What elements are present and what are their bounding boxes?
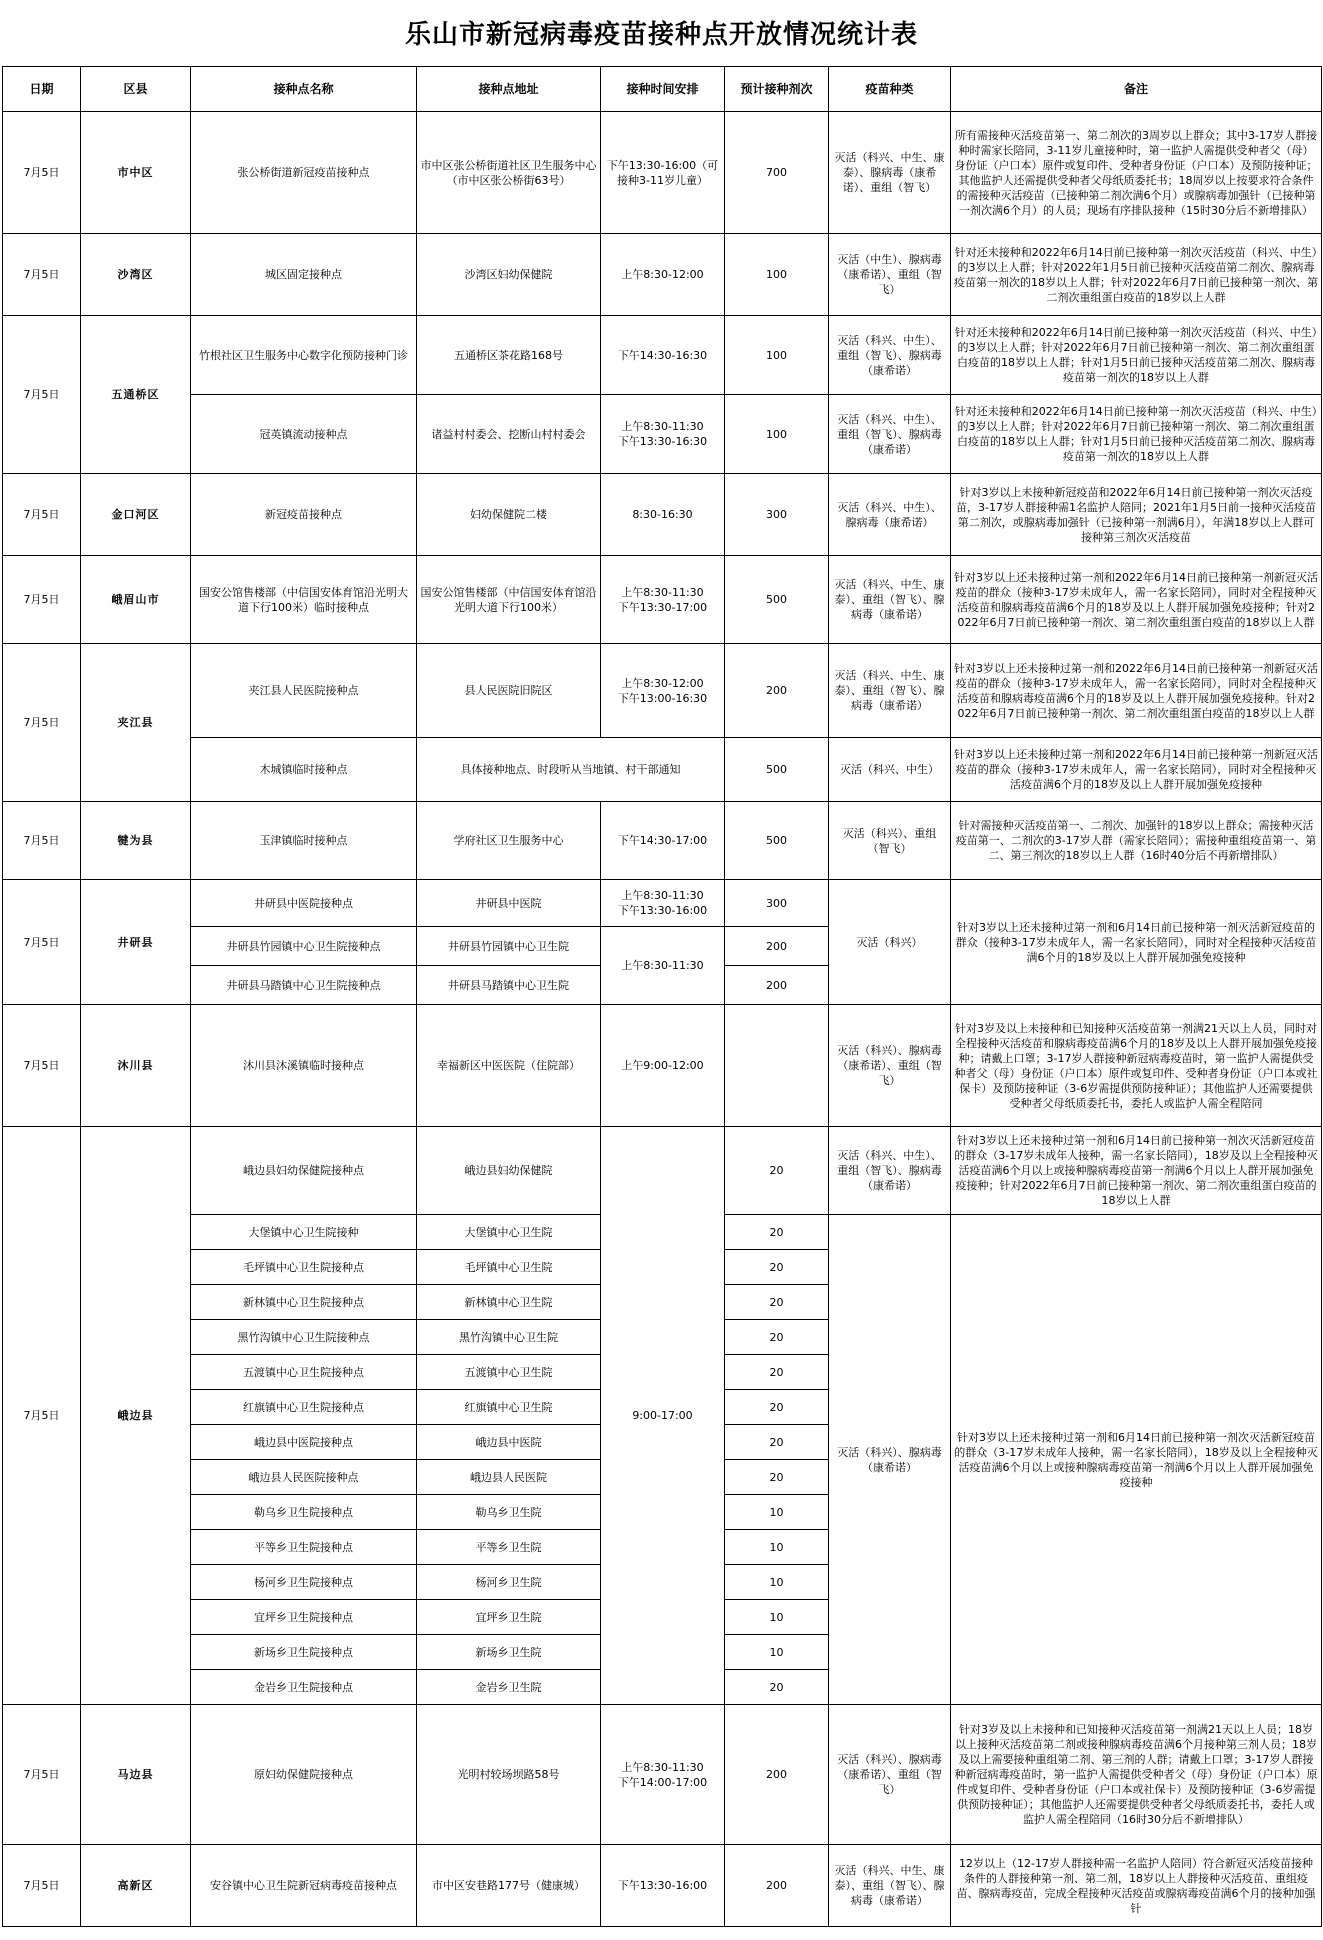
site-cell: 木城镇临时接种点 bbox=[191, 738, 417, 802]
address-cell: 县人民医院旧院区 bbox=[417, 644, 601, 738]
address-cell: 黑竹沟镇中心卫生院 bbox=[417, 1320, 601, 1355]
address-cell: 新场乡卫生院 bbox=[417, 1635, 601, 1670]
note-cell: 针对3岁以上还未接种过第一剂和2022年6月14日前已接种第一剂新冠灭活疫苗的群众（接种3-17岁未成年人，需一名家长陪同），同时对全程接种灭活疫苗和腺病毒疫苗满6个月的18岁及以上人群开展加强免疫接种。针对2022年6月7日前已接种第一剂次、第二剂次重组蛋白疫苗的18岁以上人群 bbox=[951, 644, 1322, 738]
county-cell: 峨边县 bbox=[81, 1127, 191, 1705]
vaccine-type-cell: 灭活（科兴、中生）、重组（智飞）、腺病毒（康希诺） bbox=[829, 1127, 951, 1215]
date-cell: 7月5日 bbox=[3, 1845, 81, 1927]
header-county: 区县 bbox=[81, 67, 191, 112]
address-cell: 峨边县中医院 bbox=[417, 1425, 601, 1460]
address-cell: 大堡镇中心卫生院 bbox=[417, 1215, 601, 1250]
county-cell: 高新区 bbox=[81, 1845, 191, 1927]
table-row bbox=[3, 316, 1322, 395]
site-cell: 井研县马踏镇中心卫生院接种点 bbox=[191, 966, 417, 1005]
doses-cell: 100 bbox=[725, 316, 829, 395]
page-title: 乐山市新冠病毒疫苗接种点开放情况统计表 bbox=[404, 20, 918, 50]
date-cell: 7月5日 bbox=[3, 1005, 81, 1127]
header-note: 备注 bbox=[951, 67, 1322, 112]
site-cell: 黑竹沟镇中心卫生院接种点 bbox=[191, 1320, 417, 1355]
county-cell: 沐川县 bbox=[81, 1005, 191, 1127]
vaccination-site-table bbox=[2, 66, 1322, 1927]
date-cell: 7月5日 bbox=[3, 644, 81, 802]
county-cell: 井研县 bbox=[81, 880, 191, 1005]
site-cell: 沐川县沐溪镇临时接种点 bbox=[191, 1005, 417, 1127]
site-cell: 原妇幼保健院接种点 bbox=[191, 1705, 417, 1845]
header-address: 接种点地址 bbox=[417, 67, 601, 112]
address-cell: 平等乡卫生院 bbox=[417, 1530, 601, 1565]
date-cell: 7月5日 bbox=[3, 880, 81, 1005]
table-row bbox=[3, 395, 1322, 474]
doses-cell: 20 bbox=[725, 1425, 829, 1460]
vaccine-type-cell: 灭活（中生）、腺病毒（康希诺）、重组（智飞） bbox=[829, 234, 951, 316]
header-vaccine-type: 疫苗种类 bbox=[829, 67, 951, 112]
doses-cell: 20 bbox=[725, 1460, 829, 1495]
note-cell: 针对3岁以上还未接种过第一剂和6月14日前已接种第一剂灭活新冠疫苗的群众（接种3-17岁未成年人，需一名家长陪同），同时对全程接种灭活疫苗满6个月的18岁及以上人群开展加强免疫接种 bbox=[951, 880, 1322, 1005]
address-cell: 诸益村村委会、挖断山村村委会 bbox=[417, 395, 601, 474]
address-cell: 学府社区卫生服务中心 bbox=[417, 802, 601, 880]
site-cell: 冠英镇流动接种点 bbox=[191, 395, 417, 474]
address-cell: 井研县马踏镇中心卫生院 bbox=[417, 966, 601, 1005]
address-cell: 杨河乡卫生院 bbox=[417, 1565, 601, 1600]
note-cell: 针对3岁以上还未接种过第一剂和6月14日前已接种第一剂次灭活新冠疫苗的群众（3-17岁未成年人接种，需一名家长陪同），18岁及以上全程接种灭活疫苗满6个月以上或接种腺病毒疫苗第一剂满6个月以上人群开展加强免疫接种 bbox=[951, 1215, 1322, 1705]
site-cell: 金岩乡卫生院接种点 bbox=[191, 1670, 417, 1705]
county-cell: 五通桥区 bbox=[81, 316, 191, 474]
county-cell: 市中区 bbox=[81, 112, 191, 234]
site-cell: 井研县竹园镇中心卫生院接种点 bbox=[191, 927, 417, 966]
vaccine-type-cell: 灭活（科兴、中生） bbox=[829, 738, 951, 802]
site-cell: 夹江县人民医院接种点 bbox=[191, 644, 417, 738]
table-row bbox=[3, 112, 1322, 234]
address-cell: 井研县中医院 bbox=[417, 880, 601, 927]
vaccine-type-cell: 灭活（科兴、中生、康泰）、腺病毒（康希诺）、重组（智飞） bbox=[829, 112, 951, 234]
table-row bbox=[3, 1005, 1322, 1127]
header-time: 接种时间安排 bbox=[601, 67, 725, 112]
date-cell: 7月5日 bbox=[3, 234, 81, 316]
date-cell: 7月5日 bbox=[3, 1127, 81, 1705]
vaccine-type-cell: 灭活（科兴、中生）、腺病毒（康希诺） bbox=[829, 474, 951, 556]
address-cell: 宜坪乡卫生院 bbox=[417, 1600, 601, 1635]
doses-cell: 20 bbox=[725, 1670, 829, 1705]
doses-cell: 10 bbox=[725, 1635, 829, 1670]
address-cell: 市中区张公桥街道社区卫生服务中心（市中区张公桥街63号） bbox=[417, 112, 601, 234]
header-site: 接种点名称 bbox=[191, 67, 417, 112]
note-cell: 针对需接种灭活疫苗第一、二剂次、加强针的18岁以上群众；需接种灭活疫苗第一、二剂次的3-17岁人群（需家长陪同）；需接种重组疫苗第一、第二、第三剂次的18岁以上人群（16时40分后不再新增排队） bbox=[951, 802, 1322, 880]
county-cell: 金口河区 bbox=[81, 474, 191, 556]
site-cell: 峨边县人民医院接种点 bbox=[191, 1460, 417, 1495]
note-cell: 针对3岁及以上未接种和已知接种灭活疫苗第一剂满21天以上人员；18岁以上接种灭活疫苗第二剂或接种腺病毒疫苗满6个月接种第三剂人员；18岁及以上需要接种重组第二剂、第三剂的人群；请戴上口罩；3-17岁人群接种新冠病毒疫苗时，第一监护人需提供受种者父（母）身份证（户口本）原件或复印件、受种者身份证（户口本或社保卡）及预防接种证（3-6岁需提供预防接种证）；其他监护人还需要提供受种者父母纸质委托书，委托人或监护人需全程陪同（16时30分后不新增排队） bbox=[951, 1705, 1322, 1845]
address-cell: 具体接种地点、时段听从当地镇、村干部通知 bbox=[417, 738, 725, 802]
header-date: 日期 bbox=[3, 67, 81, 112]
county-cell: 犍为县 bbox=[81, 802, 191, 880]
site-cell: 峨边县妇幼保健院接种点 bbox=[191, 1127, 417, 1215]
site-cell: 新场乡卫生院接种点 bbox=[191, 1635, 417, 1670]
doses-cell: 10 bbox=[725, 1600, 829, 1635]
address-cell: 幸福新区中医医院（住院部） bbox=[417, 1005, 601, 1127]
time-cell: 下午13:30-16:00 bbox=[601, 1845, 725, 1927]
table-row bbox=[3, 644, 1322, 738]
time-cell: 上午8:30-11:30 下午13:30-16:00 bbox=[601, 880, 725, 927]
address-cell: 市中区安巷路177号（健康城） bbox=[417, 1845, 601, 1927]
note-cell: 12岁以上（12-17岁人群接种需一名监护人陪同）符合新冠灭活疫苗接种条件的人群接种第一剂、第二剂，18岁以上人群接种灭活疫苗、重组疫苗、腺病毒疫苗，完成全程接种灭活疫苗或腺病毒疫苗满6个月的接种加强针 bbox=[951, 1845, 1322, 1927]
table-row bbox=[3, 556, 1322, 644]
address-cell: 妇幼保健院二楼 bbox=[417, 474, 601, 556]
date-cell: 7月5日 bbox=[3, 1705, 81, 1845]
address-cell: 国安公馆售楼部（中信国安体育馆沿光明大道下行100米） bbox=[417, 556, 601, 644]
vaccine-type-cell: 灭活（科兴）、腺病毒（康希诺）、重组（智飞） bbox=[829, 1005, 951, 1127]
time-cell: 上午8:30-12:00 bbox=[601, 234, 725, 316]
doses-cell: 200 bbox=[725, 966, 829, 1005]
doses-cell: 200 bbox=[725, 644, 829, 738]
doses-cell: 100 bbox=[725, 395, 829, 474]
site-cell: 五渡镇中心卫生院接种点 bbox=[191, 1355, 417, 1390]
time-cell: 下午14:30-16:30 bbox=[601, 316, 725, 395]
note-cell: 针对还未接种和2022年6月14日前已接种第一剂次灭活疫苗（科兴、中生）的3岁以上人群；针对2022年6月7日前已接种第一剂次、第二剂次重组蛋白疫苗的18岁以上人群；针对1月5日前已接种灭活疫苗第二剂次、腺病毒疫苗第一剂次的18岁以上人群 bbox=[951, 316, 1322, 395]
site-cell: 毛坪镇中心卫生院接种点 bbox=[191, 1250, 417, 1285]
site-cell: 杨河乡卫生院接种点 bbox=[191, 1565, 417, 1600]
vaccine-type-cell: 灭活（科兴、中生）、重组（智飞）、腺病毒（康希诺） bbox=[829, 316, 951, 395]
time-cell: 上午8:30-12:00 下午13:00-16:30 bbox=[601, 644, 725, 738]
address-cell: 勒乌乡卫生院 bbox=[417, 1495, 601, 1530]
doses-cell: 10 bbox=[725, 1530, 829, 1565]
note-cell: 针对还未接种和2022年6月14日前已接种第一剂次灭活疫苗（科兴、中生）的3岁以上人群；针对2022年1月5日前已接种灭活疫苗第二剂次、腺病毒疫苗第一剂次的18岁以上人群；针对2022年6月7日前已接种第一剂次、第二剂次重组蛋白疫苗的18岁以上人群 bbox=[951, 234, 1322, 316]
time-cell: 上午8:30-11:30 下午13:30-16:30 bbox=[601, 395, 725, 474]
address-cell: 沙湾区妇幼保健院 bbox=[417, 234, 601, 316]
vaccine-type-cell: 灭活（科兴）、腺病毒（康希诺） bbox=[829, 1215, 951, 1705]
note-cell: 针对3岁以上还未接种过第一剂和2022年6月14日前已接种第一剂新冠灭活疫苗的群众（接种3-17岁未成年人，需一名家长陪同），同时对全程接种灭活疫苗和腺病毒疫苗满6个月的18岁及以上人群开展加强免疫接种；针对2022年6月7日前已接种第一剂次、第二剂次重组蛋白疫苗的18岁以上人群 bbox=[951, 556, 1322, 644]
doses-cell: 200 bbox=[725, 1845, 829, 1927]
site-cell: 玉津镇临时接种点 bbox=[191, 802, 417, 880]
site-cell: 城区固定接种点 bbox=[191, 234, 417, 316]
address-cell: 峨边县妇幼保健院 bbox=[417, 1127, 601, 1215]
header-row bbox=[3, 67, 1322, 112]
time-cell: 8:30-16:30 bbox=[601, 474, 725, 556]
time-cell: 上午8:30-11:30 下午13:30-17:00 bbox=[601, 556, 725, 644]
table-row bbox=[3, 802, 1322, 880]
table-row bbox=[3, 1845, 1322, 1927]
note-cell: 针对3岁及以上未接种和已知接种灭活疫苗第一剂满21天以上人员，同时对全程接种灭活疫苗和腺病毒疫苗满6个月的18岁及以上人群开展加强免疫接种；请戴上口罩；3-17岁人群接种新冠病毒疫苗时，第一监护人需提供受种者父（母）身份证（户口本）原件或复印件、受种者身份证（户口本或社保卡）及预防接种证（3-6岁需提供预防接种证）；其他监护人还需要提供受种者父母纸质委托书，委托人或监护人需全程陪同 bbox=[951, 1005, 1322, 1127]
doses-cell: 500 bbox=[725, 556, 829, 644]
address-cell: 井研县竹园镇中心卫生院 bbox=[417, 927, 601, 966]
doses-cell: 700 bbox=[725, 112, 829, 234]
date-cell: 7月5日 bbox=[3, 802, 81, 880]
table-row bbox=[3, 880, 1322, 927]
address-cell: 峨边县人民医院 bbox=[417, 1460, 601, 1495]
date-cell: 7月5日 bbox=[3, 474, 81, 556]
note-cell: 所有需接种灭活疫苗第一、第二剂次的3周岁以上群众；其中3-17岁人群接种时需家长陪同，3-11岁儿童接种时，第一监护人需提供受种者父（母）身份证（户口本）原件或复印件、受种者身份证（户口本）及预防接种证；其他监护人还需提供受种者父母纸质委托书；18周岁以上按要求符合条件的需接种灭活疫苗（已接种第二剂次满6个月）或腺病毒加强针（已接种第一剂次满6个月）的人员；现场有序排队接种（15时30分后不新增排队） bbox=[951, 112, 1322, 234]
site-cell: 国安公馆售楼部（中信国安体育馆沿光明大道下行100米）临时接种点 bbox=[191, 556, 417, 644]
time-cell: 上午9:00-12:00 bbox=[601, 1005, 725, 1127]
site-cell: 勒乌乡卫生院接种点 bbox=[191, 1495, 417, 1530]
time-cell: 上午8:30-11:30 下午14:00-17:00 bbox=[601, 1705, 725, 1845]
county-cell: 峨眉山市 bbox=[81, 556, 191, 644]
address-cell: 金岩乡卫生院 bbox=[417, 1670, 601, 1705]
site-cell: 宜坪乡卫生院接种点 bbox=[191, 1600, 417, 1635]
site-cell: 新冠疫苗接种点 bbox=[191, 474, 417, 556]
note-cell: 针对3岁以上还未接种过第一剂和6月14日前已接种第一剂次灭活新冠疫苗的群众（3-17岁未成年人接种，需一名家长陪同），18岁及以上全程接种灭活疫苗满6个月以上或接种腺病毒疫苗第一剂满6个月以上人群开展加强免疫接种；针对2022年6月7日前已接种第一剂次、第二剂次重组蛋白疫苗的18岁以上人群 bbox=[951, 1127, 1322, 1215]
doses-cell: 20 bbox=[725, 1320, 829, 1355]
table-row bbox=[3, 1705, 1322, 1845]
time-cell: 上午8:30-11:30 bbox=[601, 927, 725, 1005]
vaccine-type-cell: 灭活（科兴） bbox=[829, 880, 951, 1005]
note-cell: 针对3岁以上还未接种过第一剂和2022年6月14日前已接种第一剂新冠灭活疫苗的群众（接种3-17岁未成年人，需一名家长陪同），同时对全程接种灭活疫苗满6个月的18岁及以上人群开展加强免疫接种 bbox=[951, 738, 1322, 802]
site-cell: 红旗镇中心卫生院接种点 bbox=[191, 1390, 417, 1425]
doses-cell: 20 bbox=[725, 1215, 829, 1250]
address-cell: 红旗镇中心卫生院 bbox=[417, 1390, 601, 1425]
county-cell: 沙湾区 bbox=[81, 234, 191, 316]
vaccine-type-cell: 灭活（科兴、中生）、重组（智飞）、腺病毒（康希诺） bbox=[829, 395, 951, 474]
note-cell: 针对3岁以上未接种新冠疫苗和2022年6月14日前已接种第一剂次灭活疫苗，3-17岁人群接种需1名监护人陪同；2021年1月5日前一接种灭活疫苗第二剂次，或腺病毒加强针（已接种第一剂满6月），年满18岁以上人群可接种第三剂次灭活疫苗 bbox=[951, 474, 1322, 556]
site-cell: 新林镇中心卫生院接种点 bbox=[191, 1285, 417, 1320]
county-cell: 马边县 bbox=[81, 1705, 191, 1845]
vaccine-type-cell: 灭活（科兴、中生、康泰）、重组（智飞）、腺病毒（康希诺） bbox=[829, 1845, 951, 1927]
vaccine-type-cell: 灭活（科兴）、腺病毒（康希诺）、重组（智飞） bbox=[829, 1705, 951, 1845]
doses-cell: 20 bbox=[725, 1127, 829, 1215]
site-cell: 峨边县中医院接种点 bbox=[191, 1425, 417, 1460]
doses-cell bbox=[725, 1005, 829, 1127]
county-cell: 夹江县 bbox=[81, 644, 191, 802]
site-cell: 安谷镇中心卫生院新冠病毒疫苗接种点 bbox=[191, 1845, 417, 1927]
date-cell: 7月5日 bbox=[3, 556, 81, 644]
address-cell: 新林镇中心卫生院 bbox=[417, 1285, 601, 1320]
time-cell: 下午14:30-17:00 bbox=[601, 802, 725, 880]
doses-cell: 200 bbox=[725, 927, 829, 966]
header-doses: 预计接种剂次 bbox=[725, 67, 829, 112]
site-cell: 井研县中医院接种点 bbox=[191, 880, 417, 927]
site-cell: 张公桥街道新冠疫苗接种点 bbox=[191, 112, 417, 234]
site-cell: 平等乡卫生院接种点 bbox=[191, 1530, 417, 1565]
doses-cell: 500 bbox=[725, 738, 829, 802]
doses-cell: 20 bbox=[725, 1355, 829, 1390]
table-row bbox=[3, 738, 1322, 802]
doses-cell: 20 bbox=[725, 1390, 829, 1425]
vaccine-type-cell: 灭活（科兴、中生、康泰）、重组（智飞）、腺病毒（康希诺） bbox=[829, 644, 951, 738]
table-row bbox=[3, 1127, 1322, 1215]
vaccine-type-cell: 灭活（科兴、中生、康泰）、重组（智飞）、腺病毒（康希诺） bbox=[829, 556, 951, 644]
vaccine-type-cell: 灭活（科兴）、重组（智飞） bbox=[829, 802, 951, 880]
table-row bbox=[3, 474, 1322, 556]
address-cell: 光明村较场坝路58号 bbox=[417, 1705, 601, 1845]
doses-cell: 20 bbox=[725, 1285, 829, 1320]
time-cell: 下午13:30-16:00（可接种3-11岁儿童） bbox=[601, 112, 725, 234]
table-row bbox=[3, 234, 1322, 316]
note-cell: 针对还未接种和2022年6月14日前已接种第一剂次灭活疫苗（科兴、中生）的3岁以上人群；针对2022年6月7日前已接种第一剂次、第二剂次重组蛋白疫苗的18岁以上人群；针对1月5日前已接种灭活疫苗第二剂次、腺病毒疫苗第一剂次的18岁以上人群 bbox=[951, 395, 1322, 474]
doses-cell: 200 bbox=[725, 1705, 829, 1845]
date-cell: 7月5日 bbox=[3, 316, 81, 474]
doses-cell: 500 bbox=[725, 802, 829, 880]
doses-cell: 300 bbox=[725, 880, 829, 927]
time-cell: 9:00-17:00 bbox=[601, 1127, 725, 1705]
doses-cell: 20 bbox=[725, 1250, 829, 1285]
doses-cell: 10 bbox=[725, 1565, 829, 1600]
doses-cell: 10 bbox=[725, 1495, 829, 1530]
site-cell: 大堡镇中心卫生院接种 bbox=[191, 1215, 417, 1250]
address-cell: 五通桥区茶花路168号 bbox=[417, 316, 601, 395]
address-cell: 毛坪镇中心卫生院 bbox=[417, 1250, 601, 1285]
site-cell: 竹根社区卫生服务中心数字化预防接种门诊 bbox=[191, 316, 417, 395]
address-cell: 五渡镇中心卫生院 bbox=[417, 1355, 601, 1390]
date-cell: 7月5日 bbox=[3, 112, 81, 234]
doses-cell: 300 bbox=[725, 474, 829, 556]
doses-cell: 100 bbox=[725, 234, 829, 316]
